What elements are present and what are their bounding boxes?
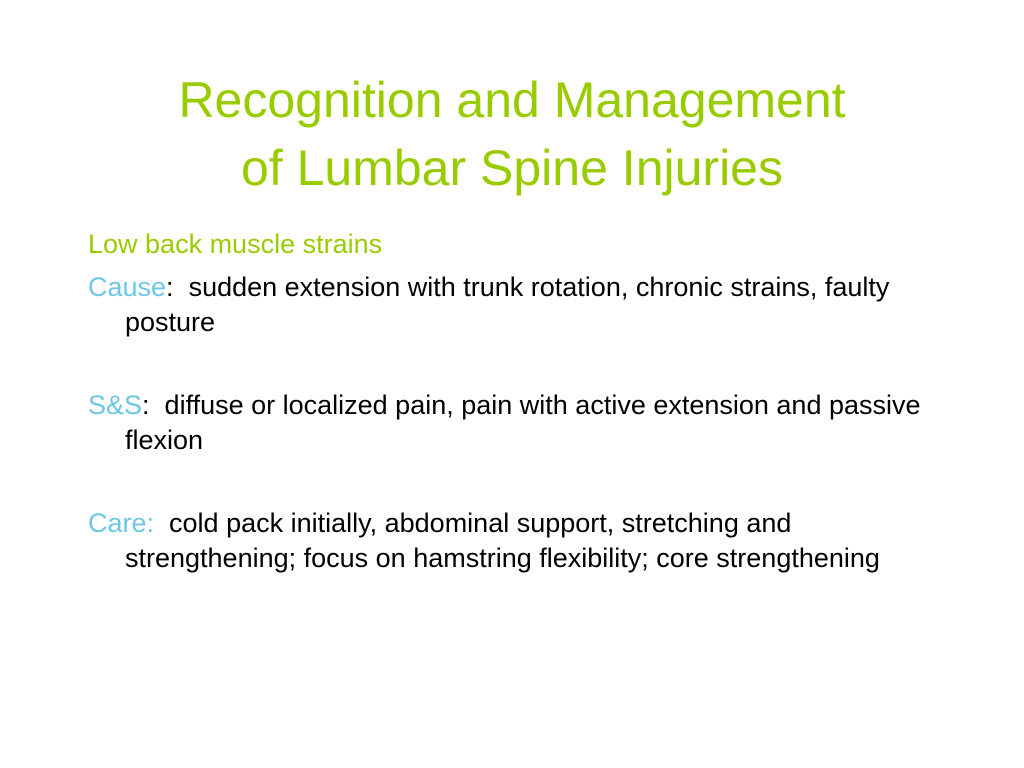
title-line-1: Recognition and Management xyxy=(178,72,846,128)
care-paragraph xyxy=(88,506,968,576)
cause-separator: : xyxy=(166,272,174,302)
title-line-2: of Lumbar Spine Injuries xyxy=(241,140,783,196)
slide-body xyxy=(88,227,968,624)
cause-label: Cause xyxy=(88,272,167,302)
signs-symptoms-paragraph xyxy=(88,388,968,458)
signs-symptoms-label: S&S xyxy=(88,390,143,420)
care-text: cold pack initially, abdominal support, stretching and strengthening; focus on hamstring flexibility; core strengthening xyxy=(125,508,880,573)
section-subtitle: Low back muscle strains xyxy=(88,229,383,259)
signs-symptoms-text: diffuse or localized pain, pain with active extension and passive flexion xyxy=(125,390,929,455)
signs-symptoms-separator: : xyxy=(142,390,150,420)
care-label: Care: xyxy=(88,508,155,538)
cause-paragraph xyxy=(88,270,968,340)
slide-title xyxy=(60,66,964,202)
cause-text: sudden extension with trunk rotation, chronic strains, faulty posture xyxy=(125,272,897,337)
